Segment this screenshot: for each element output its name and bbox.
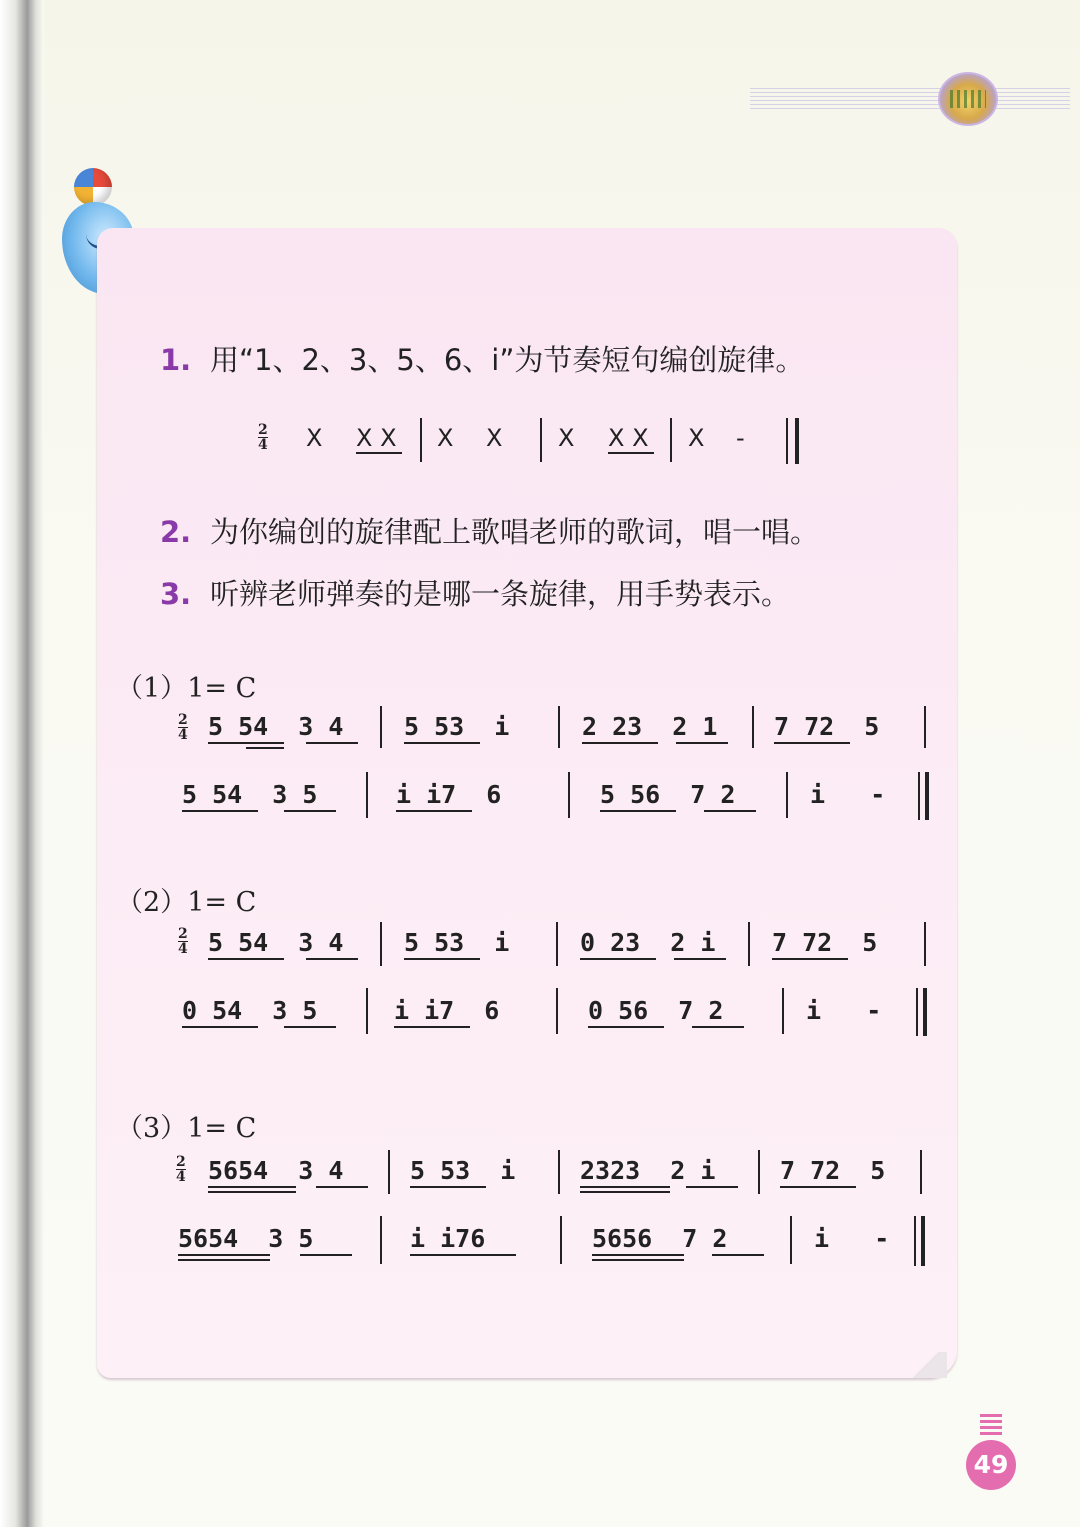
- measure: 2 23 2 1: [582, 712, 718, 741]
- melody-number: （1）: [116, 673, 188, 704]
- rhythm-note: X: [688, 424, 705, 452]
- measure: 5 53 i: [404, 928, 510, 957]
- final-bar-line: [914, 1216, 916, 1266]
- measure: 5654 3 4: [208, 1156, 344, 1185]
- beam: [306, 958, 358, 960]
- beam: [674, 958, 726, 960]
- bar-line: [366, 988, 368, 1034]
- measure: 7 72 5: [774, 712, 880, 741]
- beam: [608, 452, 654, 454]
- beam: [580, 1186, 670, 1188]
- page-number: 49: [966, 1440, 1016, 1490]
- bar-line: [758, 1150, 760, 1194]
- measure: 5 53 i: [404, 712, 510, 741]
- key-signature: 1= C: [187, 887, 257, 918]
- melody-label: [116, 666, 256, 705]
- bar-line: [568, 772, 570, 818]
- bar-line: [920, 1150, 922, 1194]
- task-1: [160, 338, 804, 379]
- bar-line: [366, 772, 368, 818]
- beam: [182, 810, 258, 812]
- rhythm-note: X: [306, 424, 323, 452]
- beam: [316, 1186, 368, 1188]
- header-badge-icon: [938, 72, 998, 126]
- beam: [404, 742, 480, 744]
- beam: [208, 958, 284, 960]
- time-signature-top: 2: [176, 1154, 186, 1170]
- final-bar-line: [786, 418, 788, 464]
- beam: [580, 958, 656, 960]
- measure: i -: [814, 1224, 890, 1253]
- task-3: [160, 572, 790, 613]
- beam: [580, 1191, 670, 1193]
- beam: [208, 1186, 296, 1188]
- beam: [178, 1259, 270, 1261]
- beam: [588, 1026, 664, 1028]
- rhythm-note: X: [558, 424, 575, 452]
- bar-line: [748, 922, 750, 966]
- melody-number: （2）: [116, 887, 188, 918]
- measure: 0 56 7 2: [588, 996, 724, 1025]
- time-signature-top: 2: [258, 422, 268, 438]
- time-signature-bottom: 4: [178, 941, 188, 957]
- bar-line: [420, 418, 422, 462]
- measure: 2323 2 i: [580, 1156, 716, 1185]
- measure: 5 54 3 5: [182, 780, 318, 809]
- measure: 7 72 5: [780, 1156, 886, 1185]
- measure: i -: [810, 780, 886, 809]
- task-number: 3.: [160, 577, 192, 611]
- beam: [592, 1254, 684, 1256]
- bar-line: [670, 418, 672, 462]
- final-bar-line: [795, 418, 799, 464]
- beam: [208, 1191, 296, 1193]
- final-bar-line: [921, 1216, 925, 1266]
- measure: 5656 7 2: [592, 1224, 728, 1253]
- beam: [410, 1254, 516, 1256]
- rhythm-note: X: [486, 424, 503, 452]
- beam: [208, 742, 284, 744]
- beam: [182, 1026, 258, 1028]
- key-signature: 1= C: [187, 1113, 257, 1144]
- bar-line: [752, 706, 754, 748]
- beam: [356, 452, 402, 454]
- bar-line: [556, 922, 558, 966]
- time-signature-bottom: 4: [176, 1169, 186, 1185]
- beam: [300, 1254, 352, 1256]
- measure: 7 72 5: [772, 928, 878, 957]
- bar-line: [380, 706, 382, 748]
- bar-line: [924, 706, 926, 748]
- measure: 5 56 7 2: [600, 780, 736, 809]
- beam: [396, 810, 472, 812]
- measure: i i76: [410, 1224, 486, 1253]
- beam: [712, 1254, 764, 1256]
- task-text: 用“1、2、3、5、6、i”为节奏短句编创旋律。: [210, 343, 805, 377]
- measure: 0 54 3 5: [182, 996, 318, 1025]
- time-signature-bottom: 4: [178, 727, 188, 743]
- bar-line: [790, 1216, 792, 1264]
- time-signature: [176, 1156, 186, 1183]
- beam: [780, 1186, 856, 1188]
- measure: i i7 6: [394, 996, 500, 1025]
- header-stripes: [750, 88, 1070, 112]
- bar-line: [558, 1150, 560, 1194]
- time-signature: [178, 714, 188, 741]
- bar-line: [556, 988, 558, 1034]
- measure: 5 53 i: [410, 1156, 516, 1185]
- beam: [246, 747, 284, 749]
- rhythm-note: X X: [356, 424, 397, 452]
- time-signature: [258, 424, 268, 451]
- bar-line: [380, 1216, 382, 1264]
- task-2: [160, 510, 819, 551]
- final-bar-line: [918, 772, 920, 820]
- beam: [410, 1186, 486, 1188]
- beam: [582, 742, 658, 744]
- task-number: 1.: [160, 343, 192, 377]
- final-bar-line: [925, 772, 929, 820]
- page-number-decoration-icon: [980, 1414, 1002, 1436]
- time-signature-bottom: 4: [258, 437, 268, 453]
- measure: 5 54 3 4: [208, 928, 344, 957]
- bar-line: [558, 706, 560, 748]
- task-text: 听辨老师弹奏的是哪一条旋律，用手势表示。: [210, 577, 791, 611]
- time-signature-top: 2: [178, 926, 188, 942]
- key-signature: 1= C: [187, 673, 257, 704]
- time-signature-top: 2: [178, 712, 188, 728]
- task-text: 为你编创的旋律配上歌唱老师的歌词，唱一唱。: [210, 515, 820, 549]
- beam: [676, 742, 728, 744]
- beam: [686, 1186, 738, 1188]
- beam: [592, 1259, 684, 1261]
- beam: [394, 1026, 470, 1028]
- bar-line: [782, 988, 784, 1034]
- beam: [774, 742, 850, 744]
- bar-line: [540, 418, 542, 462]
- bar-line: [388, 1150, 390, 1194]
- melody-label: [116, 880, 256, 919]
- measure: i -: [806, 996, 882, 1025]
- measure: 0 23 2 i: [580, 928, 716, 957]
- bar-line: [786, 772, 788, 818]
- bar-line: [924, 922, 926, 966]
- final-bar-line: [923, 988, 927, 1036]
- beam: [600, 810, 676, 812]
- melody-label: [116, 1106, 256, 1145]
- beam: [178, 1254, 270, 1256]
- beach-ball-icon: [74, 168, 112, 206]
- rhythm-note: -: [736, 424, 745, 452]
- bar-line: [380, 922, 382, 966]
- measure: 5654 3 5: [178, 1224, 314, 1253]
- rhythm-note: X X: [608, 424, 649, 452]
- book-spine: [0, 0, 44, 1527]
- beam: [306, 742, 358, 744]
- time-signature: [178, 928, 188, 955]
- beam: [404, 958, 480, 960]
- measure: i i7 6: [396, 780, 502, 809]
- beam: [284, 1026, 336, 1028]
- beam: [772, 958, 848, 960]
- final-bar-line: [916, 988, 918, 1036]
- bar-line: [560, 1216, 562, 1264]
- beam: [284, 810, 336, 812]
- task-number: 2.: [160, 515, 192, 549]
- beam: [692, 1026, 744, 1028]
- beam: [704, 810, 756, 812]
- melody-number: （3）: [116, 1113, 188, 1144]
- rhythm-note: X: [437, 424, 454, 452]
- measure: 5 54 3 4: [208, 712, 344, 741]
